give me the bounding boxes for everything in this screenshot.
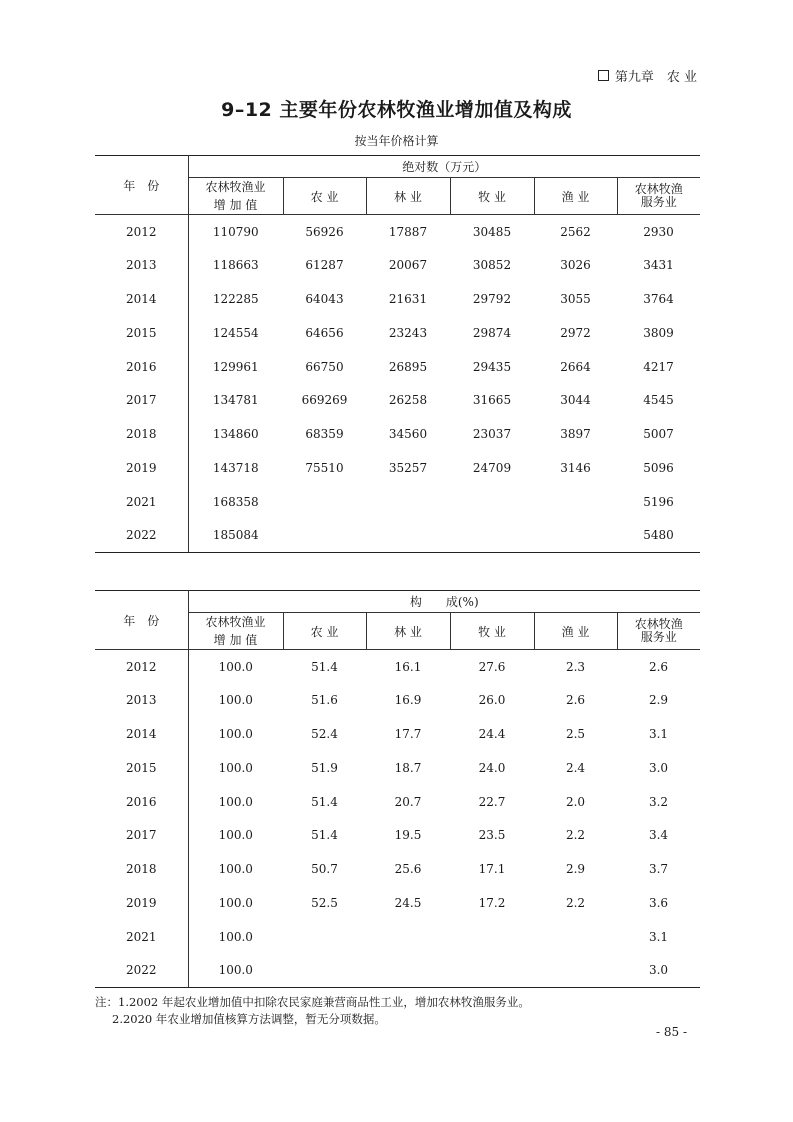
animal-husbandry-header: 牧 业: [450, 613, 534, 650]
year-cell: 2018: [95, 417, 188, 451]
service-header: [617, 178, 700, 215]
composition-table: [95, 590, 700, 988]
table-header-row: [95, 156, 700, 178]
table-row: [95, 383, 700, 417]
value-cell: 3764: [643, 291, 674, 306]
total-header-line1: 农林牧渔业: [205, 180, 266, 194]
value-cell: 20.7: [394, 794, 422, 809]
value-cell: [534, 519, 617, 553]
service-header-line1: 农林牧渔: [634, 182, 683, 196]
value-cell: 26.0: [478, 693, 506, 708]
note-2: 2.2020 年农业增加值核算方法调整，暂无分项数据。: [112, 1012, 386, 1026]
table-row: [95, 751, 700, 785]
value-cell: 16.9: [394, 693, 422, 708]
value-cell: [283, 920, 366, 954]
absolute-values-table: [95, 155, 700, 553]
page-subtitle: 按当年价格计算: [354, 134, 439, 148]
table-row: [95, 954, 700, 988]
value-cell: 100.0: [218, 828, 253, 843]
value-cell: 17.7: [394, 726, 422, 741]
value-cell: 20067: [388, 258, 428, 273]
value-cell: 2.2: [565, 895, 586, 910]
total-header-line2: 增 加 值: [213, 633, 258, 647]
value-cell: 3.0: [648, 760, 669, 775]
year-cell: 2019: [95, 886, 188, 920]
year-cell: 2022: [95, 519, 188, 553]
year-cell: 2014: [95, 717, 188, 751]
table-row: [95, 852, 700, 886]
value-cell: [366, 954, 450, 988]
value-cell: 100.0: [218, 929, 253, 944]
year-cell: 2017: [95, 383, 188, 417]
table-row: [95, 316, 700, 350]
value-cell: 35257: [388, 460, 428, 475]
value-cell: 4217: [643, 359, 674, 374]
value-cell: [450, 485, 534, 519]
value-cell: 122285: [212, 291, 259, 306]
year-cell: 2013: [95, 248, 188, 282]
value-cell: 3.1: [648, 726, 669, 741]
forestry-header: 林 业: [366, 178, 450, 215]
year-cell: 2014: [95, 282, 188, 316]
value-cell: 26258: [388, 393, 428, 408]
value-cell: 51.4: [311, 659, 338, 674]
value-cell: 5096: [643, 460, 674, 475]
value-cell: [534, 954, 617, 988]
value-cell: 2.5: [565, 726, 586, 741]
value-cell: 29792: [472, 291, 512, 306]
value-cell: 3146: [560, 460, 591, 475]
year-cell: 2016: [95, 785, 188, 819]
value-cell: [366, 920, 450, 954]
value-cell: 129961: [212, 359, 259, 374]
year-cell: 2017: [95, 818, 188, 852]
year-cell: 2019: [95, 451, 188, 485]
value-cell: 29435: [472, 359, 512, 374]
value-cell: 118663: [212, 258, 259, 273]
value-cell: [450, 519, 534, 553]
year-cell: 2018: [95, 852, 188, 886]
value-cell: 2.9: [648, 693, 669, 708]
year-cell: 2021: [95, 485, 188, 519]
value-cell: [450, 954, 534, 988]
value-cell: [283, 485, 366, 519]
value-cell: 100.0: [218, 862, 253, 877]
value-cell: 24.5: [394, 895, 422, 910]
value-cell: 100.0: [218, 726, 253, 741]
table-row: [95, 282, 700, 316]
year-cell: 2022: [95, 954, 188, 988]
value-cell: 185084: [188, 519, 283, 553]
value-cell: 2.0: [565, 794, 586, 809]
value-cell: 143718: [212, 460, 259, 475]
value-cell: 16.1: [394, 659, 422, 674]
value-cell: 2.9: [565, 862, 586, 877]
table-row: [95, 785, 700, 819]
value-cell: 134781: [212, 393, 259, 408]
total-header-line2: 增 加 值: [213, 198, 258, 212]
value-cell: 100.0: [188, 954, 283, 988]
value-cell: 24.4: [478, 726, 506, 741]
value-cell: 23243: [388, 325, 428, 340]
value-cell: 2.6: [648, 659, 669, 674]
value-cell: 56926: [305, 224, 344, 239]
value-cell: 17.1: [478, 862, 506, 877]
value-cell: 52.4: [311, 726, 338, 741]
value-cell: 2.4: [565, 760, 586, 775]
year-cell: 2015: [95, 751, 188, 785]
value-cell: 3.0: [617, 954, 700, 988]
value-cell: 19.5: [394, 828, 422, 843]
value-cell: 2.6: [565, 693, 586, 708]
year-cell: 2012: [95, 215, 188, 249]
value-cell: 51.6: [311, 693, 338, 708]
value-cell: 168358: [212, 494, 259, 509]
value-cell: [366, 485, 450, 519]
value-cell: 23.5: [478, 828, 506, 843]
value-cell: 17.2: [478, 895, 506, 910]
value-cell: 27.6: [478, 659, 506, 674]
value-cell: 3.6: [648, 895, 669, 910]
value-cell: 68359: [305, 427, 344, 442]
value-cell: 3.4: [648, 828, 669, 843]
square-icon: [598, 70, 609, 81]
year-cell: 2016: [95, 350, 188, 384]
table-row: [95, 717, 700, 751]
value-cell: 22.7: [478, 794, 506, 809]
value-cell: 30485: [472, 224, 512, 239]
table-row: [95, 248, 700, 282]
service-header-line2: 服务业: [640, 630, 677, 644]
table-row: [95, 519, 700, 553]
value-cell: 75510: [305, 460, 344, 475]
value-cell: 110790: [212, 224, 259, 239]
value-cell: 51.9: [311, 760, 338, 775]
fishery-header: 渔 业: [534, 178, 617, 215]
value-cell: 2562: [560, 224, 591, 239]
value-cell: 3055: [560, 291, 591, 306]
value-cell: [450, 920, 534, 954]
value-cell: 3431: [643, 258, 674, 273]
value-cell: [534, 920, 617, 954]
value-cell: 134860: [212, 427, 259, 442]
table-row: [95, 886, 700, 920]
value-cell: 100.0: [218, 760, 253, 775]
value-cell: 30852: [472, 258, 512, 273]
service-header-line2: 服务业: [640, 195, 677, 209]
value-cell: 31665: [472, 393, 512, 408]
value-cell: 2.2: [565, 828, 586, 843]
value-cell: 4545: [643, 393, 674, 408]
value-cell: 52.5: [311, 895, 338, 910]
value-cell: 100.0: [218, 895, 253, 910]
value-cell: 2.3: [565, 659, 586, 674]
value-cell: 29874: [472, 325, 512, 340]
page-number: - 85 -: [655, 1025, 687, 1039]
value-cell: 3044: [560, 393, 591, 408]
value-cell: [534, 485, 617, 519]
value-cell: 124554: [212, 325, 259, 340]
table-row: [95, 683, 700, 717]
value-cell: 100.0: [218, 794, 253, 809]
value-cell: 100.0: [218, 659, 253, 674]
value-cell: 50.7: [311, 862, 338, 877]
table-row: [95, 650, 700, 684]
animal-husbandry-header: 牧 业: [450, 178, 534, 215]
value-cell: 3809: [643, 325, 674, 340]
value-cell: 34560: [388, 427, 428, 442]
value-cell: 64043: [305, 291, 344, 306]
year-header: 年 份: [95, 591, 188, 650]
value-cell: 64656: [305, 325, 344, 340]
group-header: 绝对数（万元）: [188, 156, 700, 178]
table-row: [95, 485, 700, 519]
value-cell: 21631: [388, 291, 428, 306]
value-cell: 3.7: [648, 862, 669, 877]
value-cell: 66750: [305, 359, 344, 374]
value-cell: 51.4: [311, 828, 338, 843]
fishery-header: 渔 业: [534, 613, 617, 650]
value-cell: 25.6: [394, 862, 422, 877]
service-header: [617, 613, 700, 650]
value-cell: 3026: [560, 258, 591, 273]
value-cell: 5196: [643, 494, 674, 509]
value-cell: 3.1: [648, 929, 669, 944]
value-cell: [283, 519, 366, 553]
note-1: 注：1.2002 年起农业增加值中扣除农民家庭兼营商品性工业，增加农林牧渔服务业。: [95, 995, 530, 1009]
chapter-header: [598, 66, 697, 85]
page-title: 9–12 主要年份农林牧渔业增加值及构成: [221, 99, 572, 121]
value-cell: 5480: [617, 519, 700, 553]
chapter-label: 第九章 农 业: [614, 70, 697, 85]
value-cell: 23037: [472, 427, 512, 442]
table-notes: [95, 994, 530, 1028]
table-row: [95, 818, 700, 852]
value-cell: 100.0: [218, 693, 253, 708]
table-row: [95, 350, 700, 384]
table-header-row: [95, 591, 700, 613]
value-cell: 669269: [301, 393, 348, 408]
value-cell: 2930: [643, 224, 674, 239]
year-cell: 2015: [95, 316, 188, 350]
value-cell: 3897: [560, 427, 591, 442]
value-cell: 2664: [560, 359, 591, 374]
year-cell: 2012: [95, 650, 188, 684]
value-cell: 24.0: [478, 760, 506, 775]
table-row: [95, 215, 700, 249]
agriculture-header: 农 业: [283, 178, 366, 215]
value-cell: 26895: [388, 359, 428, 374]
value-cell: 2972: [560, 325, 591, 340]
table-row: [95, 920, 700, 954]
service-header-line1: 农林牧渔: [634, 617, 683, 631]
value-cell: 61287: [305, 258, 344, 273]
value-cell: 17887: [388, 224, 428, 239]
total-header: [188, 613, 283, 650]
group-header: 构 成(%): [188, 591, 700, 613]
total-header: [188, 178, 283, 215]
value-cell: 24709: [472, 460, 512, 475]
value-cell: 18.7: [394, 760, 422, 775]
value-cell: 3.2: [648, 794, 669, 809]
value-cell: 51.4: [311, 794, 338, 809]
value-cell: [283, 954, 366, 988]
table-row: [95, 417, 700, 451]
year-header: 年 份: [95, 156, 188, 215]
forestry-header: 林 业: [366, 613, 450, 650]
value-cell: [366, 519, 450, 553]
value-cell: 5007: [643, 427, 674, 442]
year-cell: 2021: [95, 920, 188, 954]
agriculture-header: 农 业: [283, 613, 366, 650]
table-row: [95, 451, 700, 485]
total-header-line1: 农林牧渔业: [205, 615, 266, 629]
year-cell: 2013: [95, 683, 188, 717]
